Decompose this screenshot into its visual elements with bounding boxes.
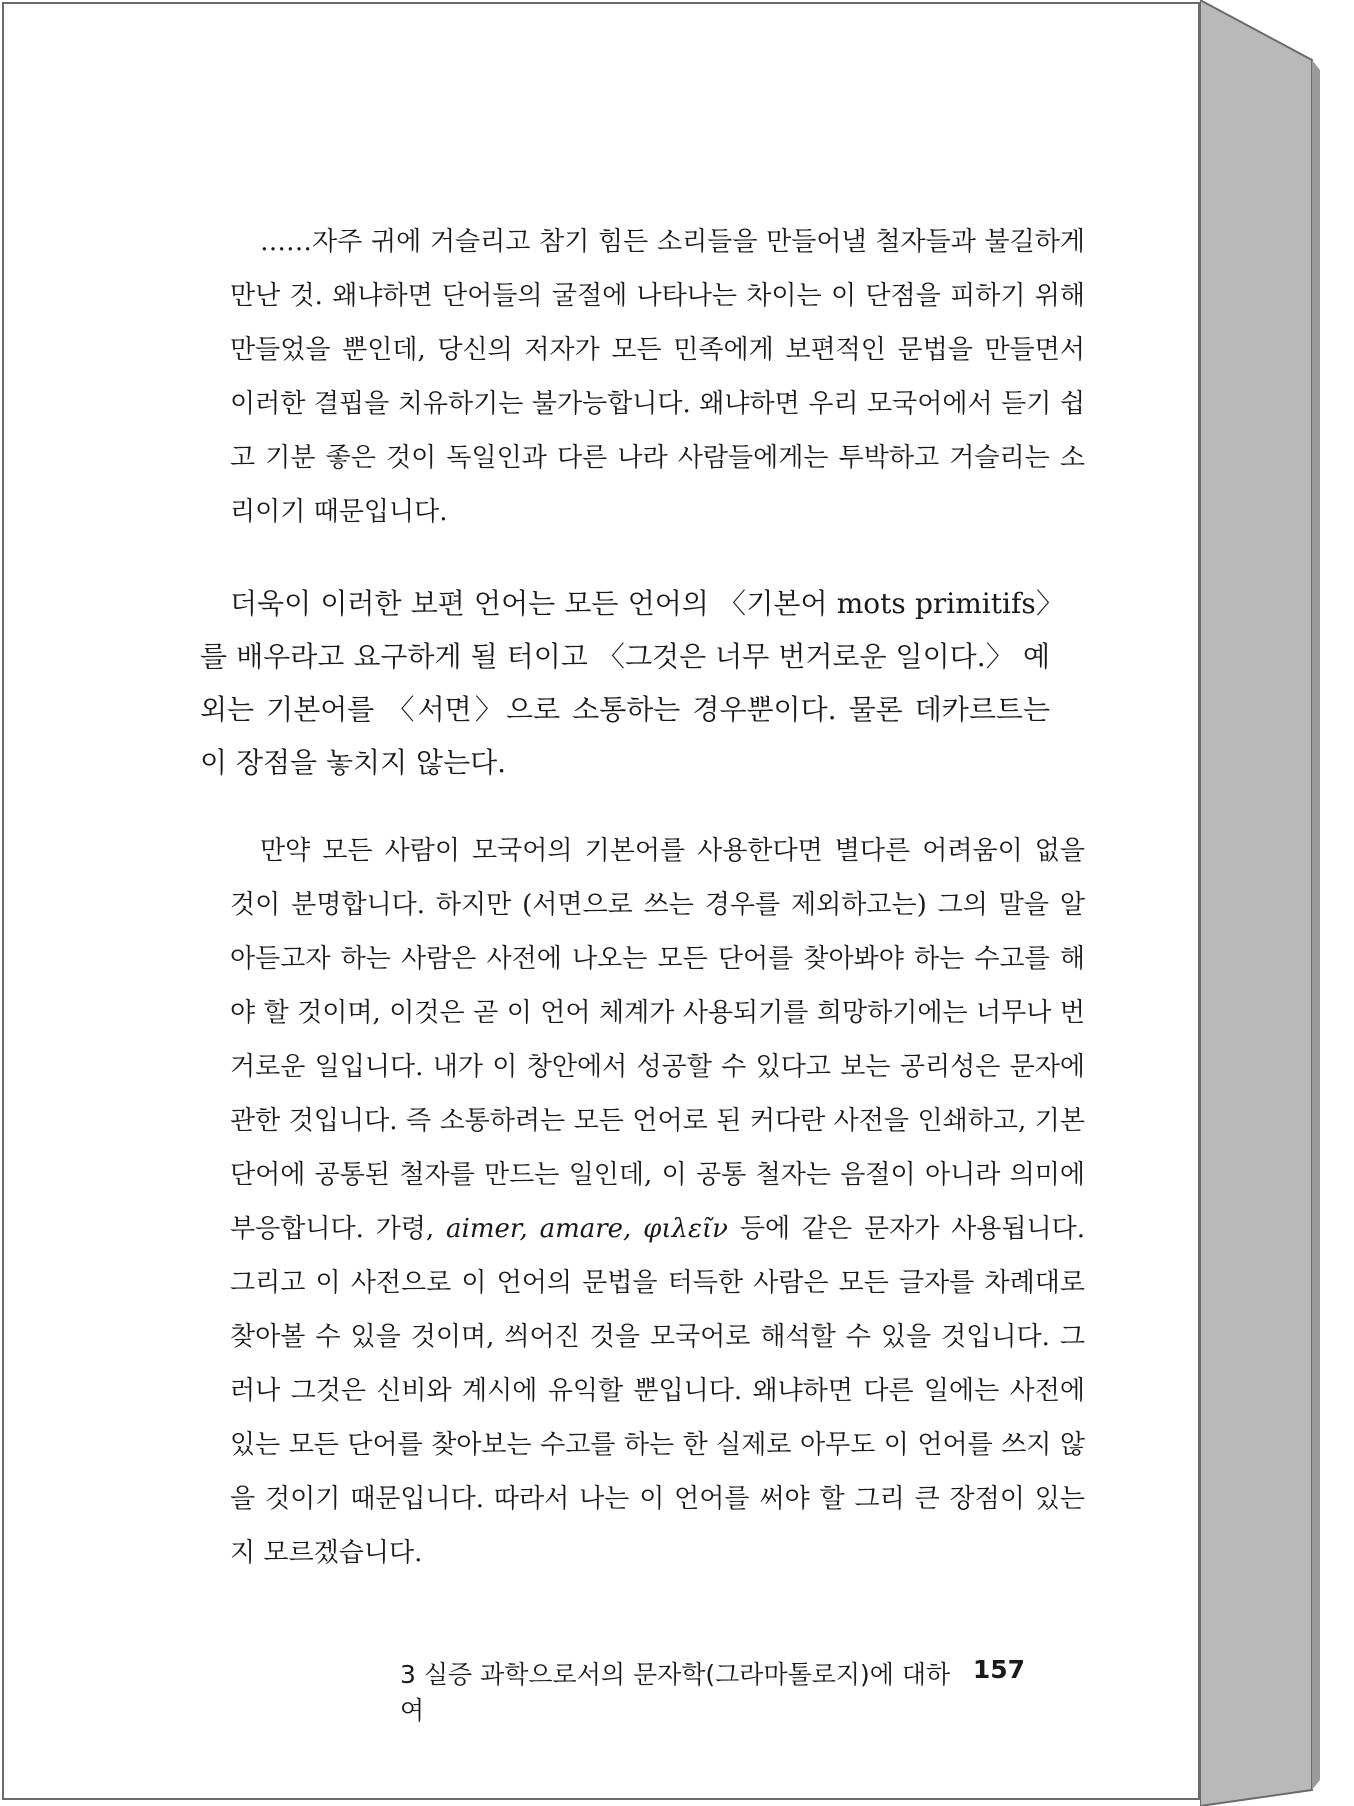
page-number: 157 xyxy=(972,1655,1025,1684)
body-1-text: 더욱이 이러한 보편 언어는 모든 언어의 〈기본어 mots primitifs〉를 배우라고 요구하게 될 터이고 〈그것은 너무 번거로운 일이다.〉 예외는 기본어를 〈서면〉으로 소통하는 경우뿐이다. 물론 데카르트는 이 장점을 놓치지 않는다. xyxy=(200,587,1050,779)
quote-2-text: 만약 모든 사람이 모국어의 기본어를 사용한다면 별다른 어려움이 없을 것이 분명합니다. 하지만 (서면으로 쓰는 경우를 제외하고는) 그의 말을 알아듣고자 하는 사람은 사전에 나오는 모든 단어를 찾아봐야 하는 수고를 해야 할 것이며, 이것은 곧 이 언어 체계가 사용되기를 희망하기에는 너무나 번거로운 일입니다. 내가 이 창안에서 성공할 수 있다고 보는 공리성은 문자에 관한 것입니다. 즉 소통하려는 모든 언어로 된 커다란 사전을 인쇄하고, 기본 단어에 공통된 철자를 만드는 일인데, 이 공통 철자는 음절이 아니라 의미에 부응합니다. 가령, xyxy=(230,836,1085,1244)
running-title: 3 실증 과학으로서의 문자학(그라마톨로지)에 대하여 xyxy=(400,1660,951,1725)
block-quote-1 xyxy=(195,215,1085,539)
quote-1-text: ……자주 귀에 거슬리고 참기 힘든 소리들을 만들어낼 철자들과 불길하게 만난 것. 왜냐하면 단어들의 굴절에 나타나는 차이는 이 단점을 피하기 위해 만들었을 뿐인데, 당신의 저자가 모든 민족에게 보편적인 문법을 만들면서 이러한 결핍을 치유하기는 불가능합니다. 왜냐하면 우리 모국어에서 듣기 쉽고 기분 좋은 것이 독일인과 다른 나라 사람들에게는 투박하고 거슬리는 소리이기 때문입니다. xyxy=(230,227,1085,527)
book-edge-shape xyxy=(1200,0,1320,1806)
block-quote-2 xyxy=(195,824,1085,1580)
quote-2-text-after: 등에 같은 문자가 사용됩니다. 그리고 이 사전으로 이 언어의 문법을 터득한 사람은 모든 글자를 차례대로 찾아볼 수 있을 것이며, 씌어진 것을 모국어로 해석할 수 있을 것입니다. 그러나 그것은 신비와 계시에 유익할 뿐입니다. 왜냐하면 다른 일에는 사전에 있는 모든 단어를 찾아보는 수고를 하는 한 실제로 아무도 이 언어를 쓰지 않을 것이기 때문입니다. 따라서 나는 이 언어를 써야 할 그리 큰 장점이 있는지 모르겠습니다. xyxy=(230,1214,1086,1568)
book-edge xyxy=(1200,0,1320,1806)
quote-2-paragraph xyxy=(230,824,1085,1580)
quote-2-examples: aimer, amare, φιλεῖν xyxy=(446,1214,728,1244)
page-footer xyxy=(400,1655,1025,1727)
body-paragraph-1 xyxy=(200,577,1050,789)
